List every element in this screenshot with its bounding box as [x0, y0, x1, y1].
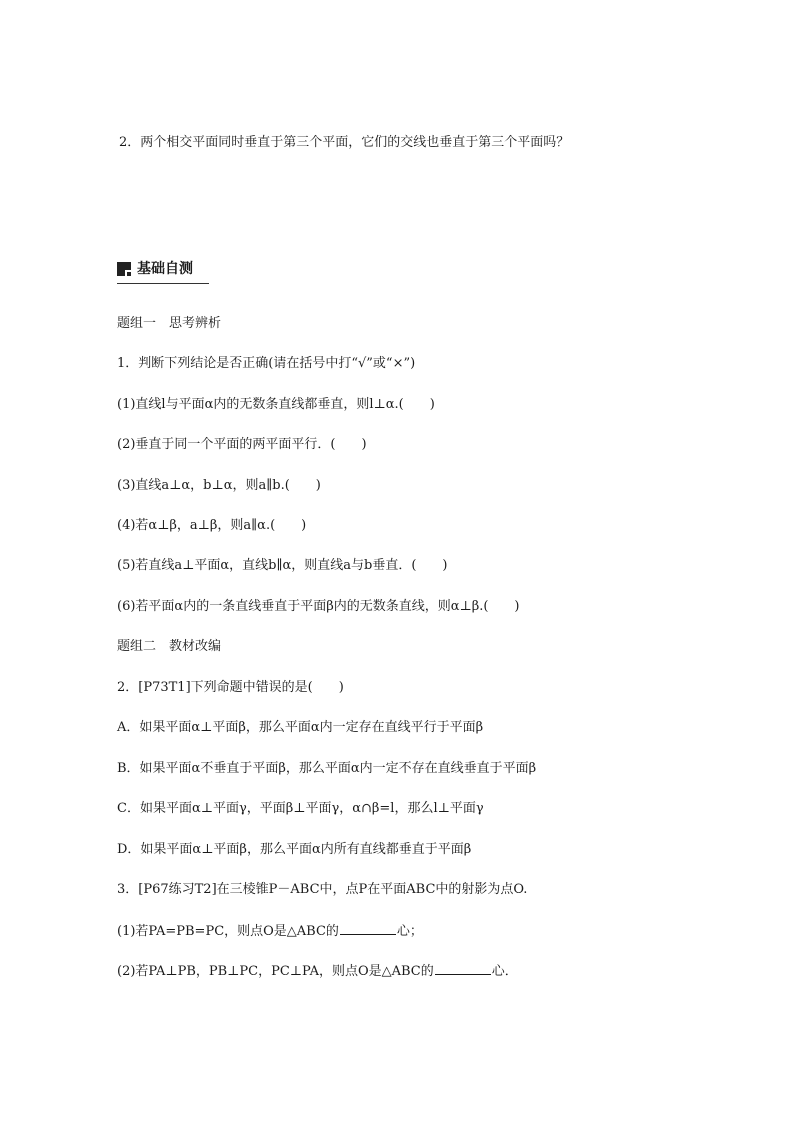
section-heading — [117, 260, 193, 278]
question-3-stem: 3．[P67练习T2]在三棱锥P－ABC中，点P在平面ABC中的射影为点O. — [117, 882, 528, 897]
q1-item-4: (4)若α⊥β，a⊥β，则a∥α.( ) — [117, 518, 307, 533]
q1-item-2: (2)垂直于同一个平面的两平面平行．( ) — [117, 437, 367, 452]
answer-blank-1[interactable] — [340, 922, 396, 935]
section-underline — [117, 283, 209, 284]
question-2-top: 2．两个相交平面同时垂直于第三个平面，它们的交线也垂直于第三个平面吗？ — [119, 135, 570, 150]
group-1-title: 题组一 思考辨析 — [117, 316, 222, 331]
q2-option-b: B．如果平面α不垂直于平面β，那么平面α内一定不存在直线垂直于平面β — [117, 761, 537, 776]
answer-blank-2[interactable] — [435, 962, 491, 975]
q1-item-3: (3)直线a⊥α，b⊥α，则a∥b.( ) — [117, 478, 321, 493]
q2-option-a: A．如果平面α⊥平面β，那么平面α内一定存在直线平行于平面β — [117, 720, 484, 735]
q3-part-2-text: (2)若PA⊥PB，PB⊥PC，PC⊥PA，则点O是△ABC的 — [117, 964, 434, 979]
q3-part-1-suffix: 心； — [396, 924, 423, 939]
q3-part-1 — [117, 922, 423, 941]
q3-part-2 — [117, 962, 518, 981]
group-2-title: 题组二 教材改编 — [117, 639, 222, 654]
q3-part-1-text: (1)若PA=PB=PC，则点O是△ABC的 — [117, 924, 339, 939]
q2-option-c: C．如果平面α⊥平面γ，平面β⊥平面γ，α∩β=l，那么l⊥平面γ — [117, 801, 484, 816]
question-1-intro: 1．判断下列结论是否正确(请在括号中打“√”或“×”) — [117, 356, 416, 371]
question-2-stem: 2．[P73T1]下列命题中错误的是( ) — [117, 680, 344, 695]
section-square-icon — [117, 262, 131, 276]
q3-part-2-suffix: 心． — [491, 964, 518, 979]
q1-item-6: (6)若平面α内的一条直线垂直于平面β内的无数条直线，则α⊥β.( ) — [117, 599, 520, 614]
q1-item-1: (1)直线l与平面α内的无数条直线都垂直，则l⊥α.( ) — [117, 397, 435, 412]
q1-item-5: (5)若直线a⊥平面α，直线b∥α，则直线a与b垂直．( ) — [117, 558, 448, 573]
q2-option-d: D．如果平面α⊥平面β，那么平面α内所有直线都垂直于平面β — [117, 842, 472, 857]
section-title: 基础自测 — [137, 261, 193, 277]
